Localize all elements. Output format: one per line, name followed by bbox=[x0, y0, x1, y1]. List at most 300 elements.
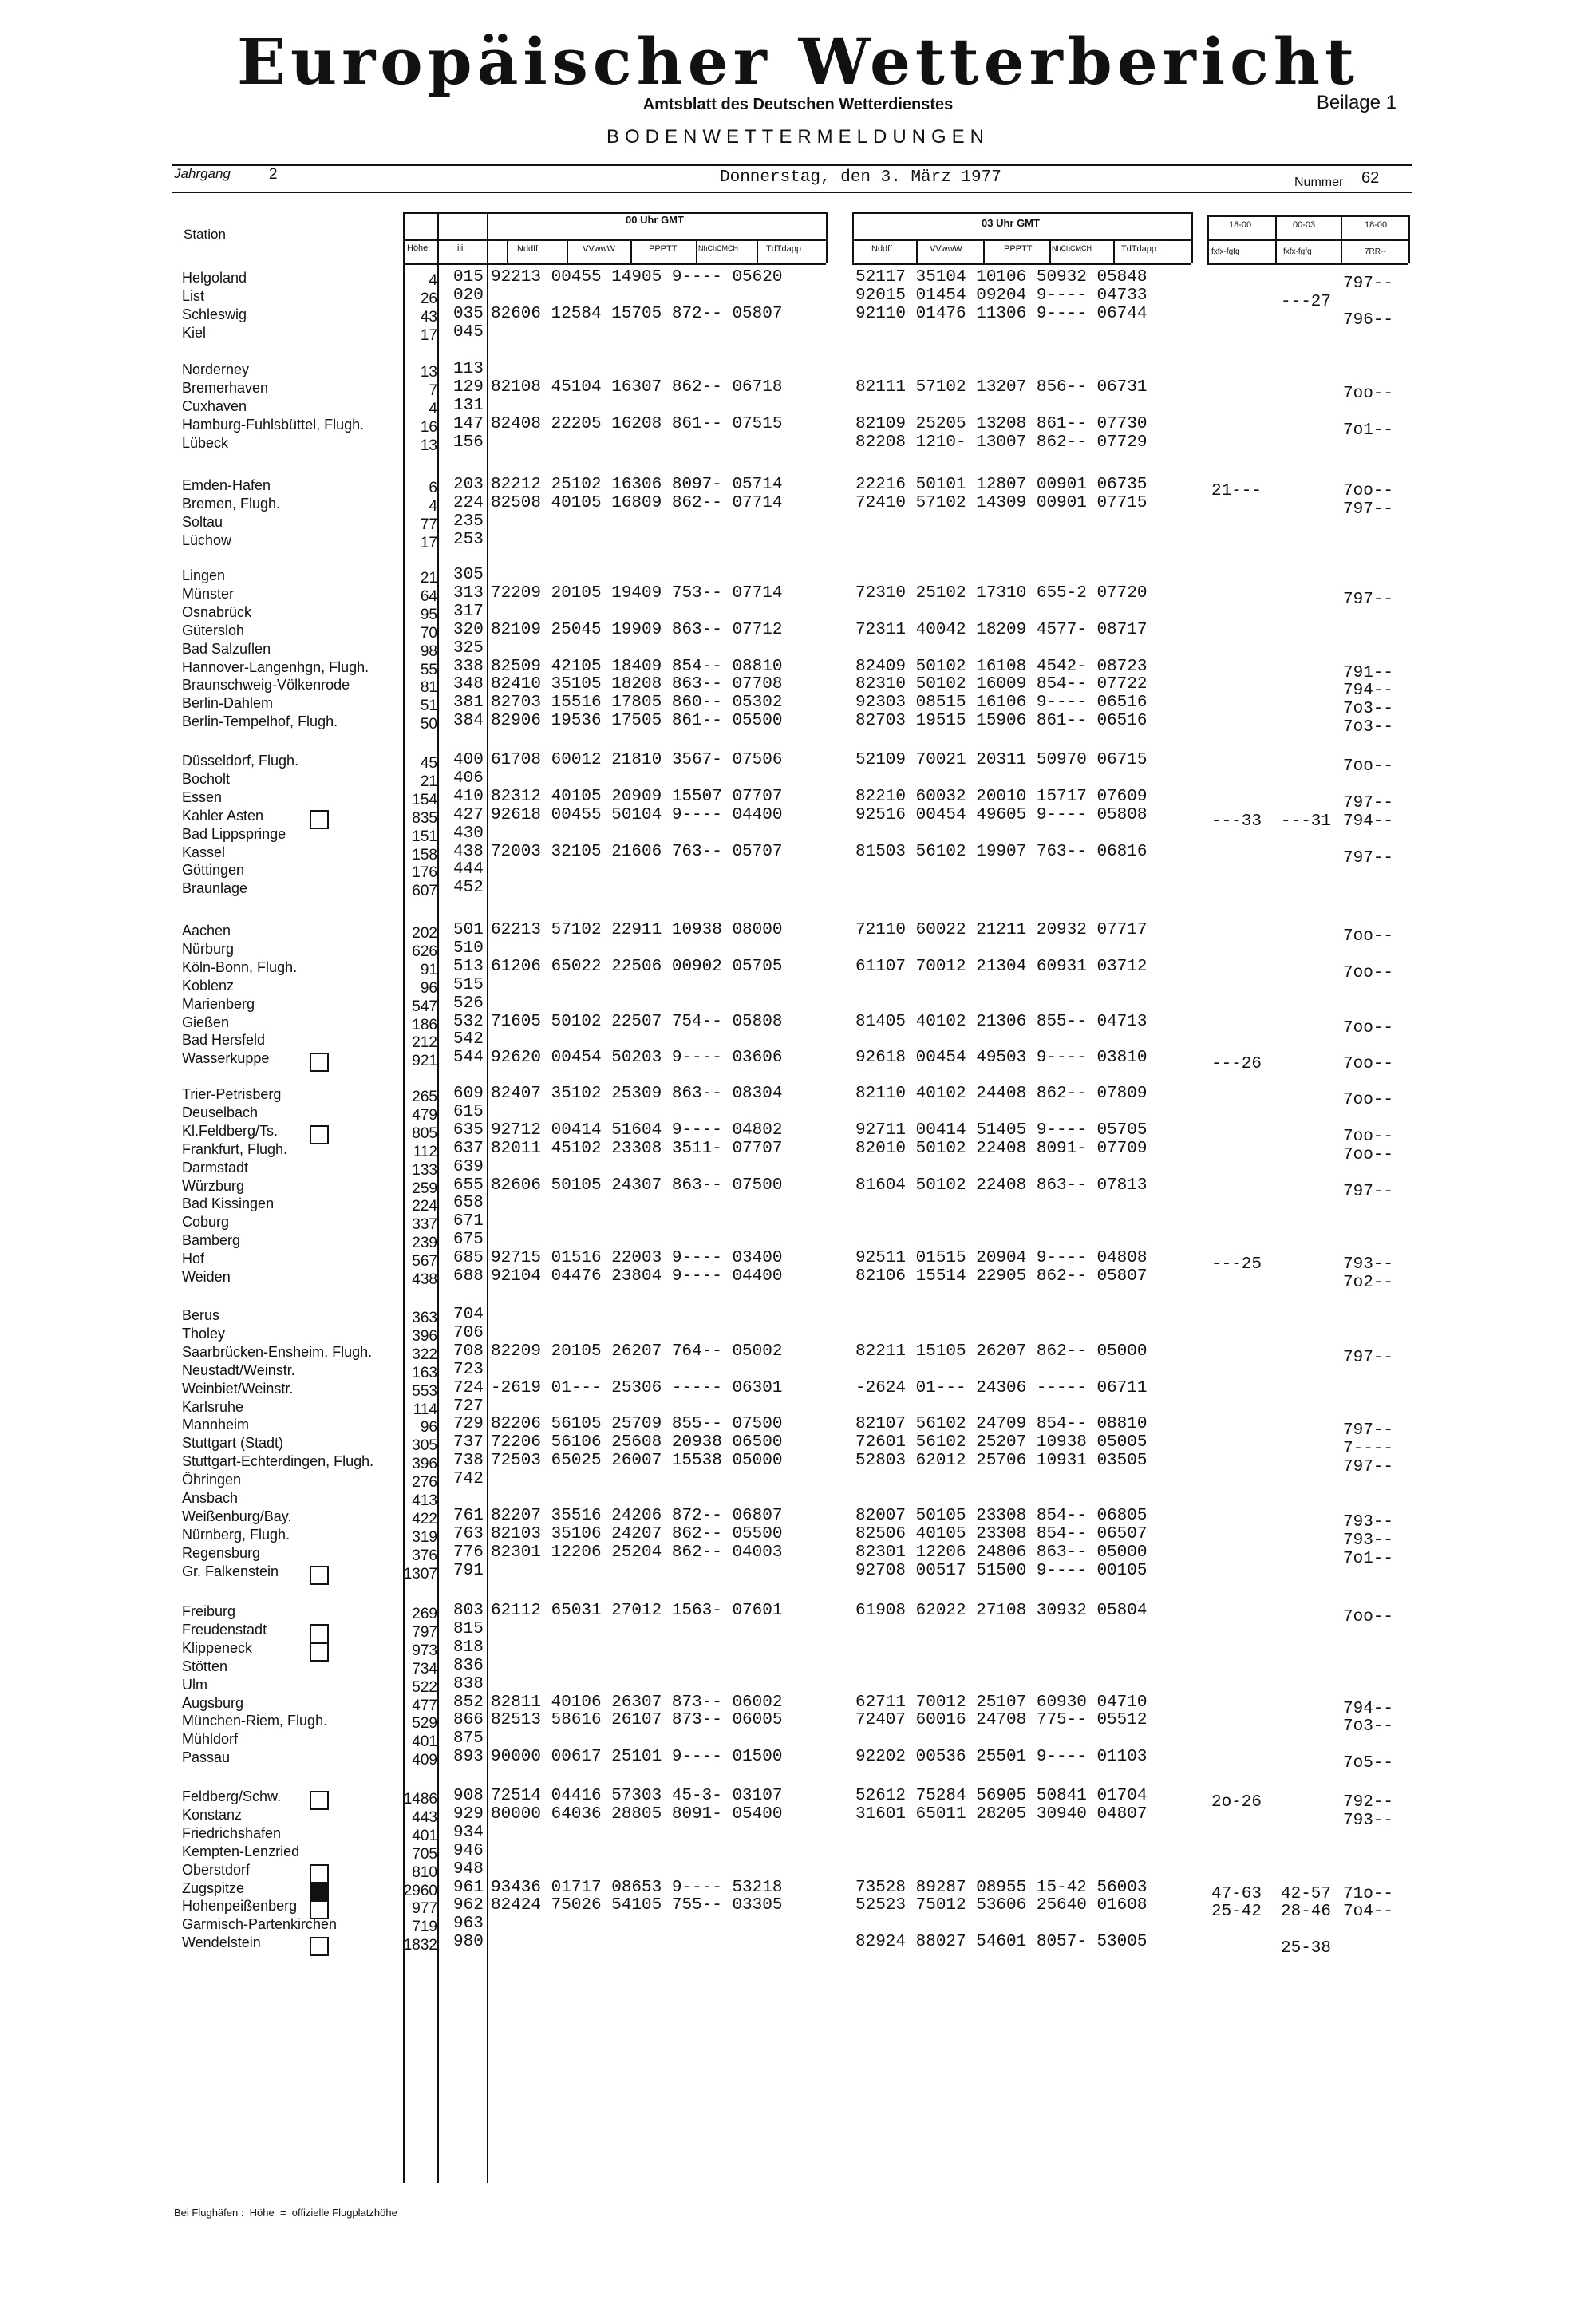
precip-18-00: 797-- bbox=[1343, 848, 1394, 867]
obs-00utc: 72514 04416 57303 45-3- 03107 bbox=[491, 1787, 783, 1805]
station-height: 705 bbox=[412, 1845, 437, 1863]
col-rule bbox=[1408, 215, 1410, 263]
station-id: 113 bbox=[453, 360, 484, 378]
station-id: 400 bbox=[453, 751, 484, 769]
station-height: 21 bbox=[420, 773, 437, 790]
col-rule bbox=[630, 239, 632, 263]
station-name: Essen bbox=[182, 788, 223, 805]
obs-00utc: 82207 35516 24206 872-- 06807 bbox=[491, 1506, 783, 1525]
obs-03utc: 52803 62012 25706 10931 03505 bbox=[855, 1452, 1148, 1471]
obs-00utc: 71605 50102 22507 754-- 05808 bbox=[491, 1012, 783, 1031]
obs-03utc: 72311 40042 18209 4577- 08717 bbox=[855, 620, 1148, 639]
col-rule bbox=[1113, 239, 1115, 263]
col-ppptt-03: PPPTT bbox=[1004, 244, 1033, 254]
station-height: 4 bbox=[429, 272, 437, 289]
station-name: Norderney bbox=[182, 362, 250, 377]
obs-03utc: 81405 40102 21306 855-- 04713 bbox=[855, 1012, 1148, 1031]
obs-03utc: 72310 25102 17310 655-2 07720 bbox=[855, 583, 1148, 603]
obs-00utc: 92712 00414 51604 9---- 04802 bbox=[491, 1120, 783, 1140]
station-id: 866 bbox=[453, 1711, 484, 1730]
station-name: Cuxhaven bbox=[182, 397, 247, 414]
col-rule bbox=[826, 212, 828, 263]
station-height: 810 bbox=[412, 1863, 437, 1881]
obs-03utc: 31601 65011 28205 30940 04807 bbox=[855, 1804, 1148, 1824]
obs-03utc: 61908 62022 27108 30932 05804 bbox=[855, 1602, 1148, 1620]
precip-18-00: 7o1-- bbox=[1343, 1549, 1394, 1568]
station-name: Braunlage bbox=[182, 880, 248, 897]
station-height: 112 bbox=[413, 1143, 437, 1160]
precip-18-00: 796-- bbox=[1343, 310, 1394, 330]
square-icon bbox=[310, 1791, 329, 1810]
precip-18-00: 797-- bbox=[1343, 275, 1394, 293]
beilage-label: Beilage 1 bbox=[1316, 92, 1396, 113]
obs-00utc: 61206 65022 22506 00902 05705 bbox=[491, 957, 783, 976]
station-name: Mühldorf bbox=[182, 1731, 239, 1748]
station-name: Wasserkuppe bbox=[182, 1050, 270, 1067]
obs-03utc: 82208 1210- 13007 862-- 07729 bbox=[855, 433, 1148, 452]
station-name: Hohenpeißenberg bbox=[182, 1898, 298, 1915]
p3-sub: 7RR-- bbox=[1365, 247, 1386, 256]
station-height: 1307 bbox=[403, 1565, 437, 1583]
square-icon bbox=[310, 810, 329, 829]
station-name: Kassel bbox=[182, 844, 226, 860]
obs-00utc: 90000 00617 25101 9---- 01500 bbox=[491, 1748, 783, 1767]
station-name: Gütersloh bbox=[182, 622, 245, 638]
station-name: Lingen bbox=[182, 567, 226, 583]
obs-00utc: 62213 57102 22911 10938 08000 bbox=[491, 921, 783, 939]
obs-00utc: -2619 01--- 25306 ----- 06301 bbox=[491, 1378, 783, 1397]
station-id: 348 bbox=[453, 675, 484, 694]
col-rule bbox=[1275, 215, 1277, 263]
section-title: BODENWETTERMELDUNGEN bbox=[606, 126, 990, 148]
col-rule bbox=[1049, 239, 1051, 263]
station-name: Konstanz bbox=[182, 1806, 243, 1823]
col-rule bbox=[487, 212, 488, 2183]
precip-18-00: 7o4-- bbox=[1343, 1903, 1394, 1922]
station-height: 479 bbox=[412, 1106, 437, 1124]
nummer-value: 62 bbox=[1361, 169, 1380, 187]
gust-00-03: 25-38 bbox=[1281, 1939, 1332, 1958]
col-ppptt-00: PPPTT bbox=[649, 244, 678, 254]
station-height: 477 bbox=[412, 1697, 437, 1714]
station-height: 98 bbox=[420, 642, 437, 660]
station-height: 158 bbox=[412, 846, 437, 863]
station-id: 427 bbox=[453, 805, 484, 824]
station-name: Kl.Feldberg/Ts. bbox=[182, 1122, 279, 1139]
station-name: Garmisch-Partenkirchen bbox=[182, 1916, 338, 1933]
station-name: Lüchow bbox=[182, 532, 232, 548]
col-rule bbox=[567, 239, 568, 263]
station-id: 815 bbox=[453, 1619, 484, 1638]
station-height: 269 bbox=[412, 1606, 437, 1622]
obs-03utc: 72110 60022 21211 20932 07717 bbox=[855, 921, 1148, 939]
station-height: 163 bbox=[412, 1364, 437, 1381]
obs-03utc: 52117 35104 10106 50932 05848 bbox=[855, 268, 1148, 287]
station-height: 401 bbox=[412, 1827, 437, 1844]
station-name: Aachen bbox=[182, 923, 231, 939]
obs-03utc: 82210 60032 20010 15717 07609 bbox=[855, 787, 1148, 806]
station-height: 55 bbox=[420, 661, 437, 678]
group-00-label: 00 Uhr GMT bbox=[626, 214, 684, 226]
station-height: 224 bbox=[412, 1198, 437, 1215]
station-name: Darmstadt bbox=[182, 1159, 249, 1176]
col-nddff-03: Nddff bbox=[871, 244, 893, 254]
station-height: 719 bbox=[412, 1919, 437, 1936]
hdr-line bbox=[403, 212, 826, 214]
station-name: Bad Lippspringe bbox=[182, 825, 286, 842]
jahrgang-value: 2 bbox=[269, 166, 278, 183]
obs-03utc: 92110 01476 11306 9---- 06744 bbox=[855, 304, 1148, 323]
station-id: 688 bbox=[453, 1267, 484, 1286]
station-height: 77 bbox=[420, 516, 437, 533]
station-id: 893 bbox=[453, 1748, 484, 1767]
station-height: 95 bbox=[420, 606, 437, 623]
obs-00utc: 82906 19536 17505 861-- 05500 bbox=[491, 712, 783, 731]
issue-date: Donnerstag, den 3. März 1977 bbox=[720, 168, 1001, 187]
station-id: 818 bbox=[453, 1638, 484, 1657]
obs-03utc: 82007 50105 23308 854-- 06805 bbox=[855, 1506, 1148, 1525]
station-id: 406 bbox=[453, 769, 484, 788]
obs-00utc: 82312 40105 20909 15507 07707 bbox=[491, 787, 783, 806]
obs-03utc: 82109 25205 13208 861-- 07730 bbox=[855, 414, 1148, 433]
station-height: 276 bbox=[412, 1474, 437, 1492]
station-id: 637 bbox=[453, 1139, 484, 1158]
obs-00utc: 82424 75026 54105 755-- 03305 bbox=[491, 1896, 783, 1915]
precip-18-00: 794-- bbox=[1343, 812, 1394, 831]
station-id: 305 bbox=[453, 566, 484, 584]
precip-18-00: 794-- bbox=[1343, 1699, 1394, 1718]
station-height: 376 bbox=[412, 1547, 437, 1564]
station-height: 973 bbox=[412, 1642, 437, 1659]
station-name: Stuttgart (Stadt) bbox=[182, 1435, 284, 1452]
station-id: 317 bbox=[453, 602, 484, 621]
obs-03utc: 92618 00454 49503 9---- 03810 bbox=[855, 1049, 1148, 1068]
obs-03utc: 81604 50102 22408 863-- 07813 bbox=[855, 1176, 1148, 1195]
precip-18-00: 797-- bbox=[1343, 1421, 1394, 1440]
precip-18-00: 7o3-- bbox=[1343, 1717, 1394, 1737]
precip-18-00: 793-- bbox=[1343, 1811, 1394, 1830]
station-name: Tholey bbox=[182, 1325, 226, 1342]
station-id: 980 bbox=[453, 1933, 484, 1952]
station-height: 547 bbox=[412, 998, 437, 1015]
station-id: 961 bbox=[453, 1878, 484, 1897]
station-name: Trier-Petrisberg bbox=[182, 1086, 282, 1102]
obs-03utc: 82310 50102 16009 854-- 07722 bbox=[855, 675, 1148, 694]
station-height: 96 bbox=[420, 979, 437, 997]
station-height: 396 bbox=[412, 1327, 437, 1345]
station-height: 305 bbox=[412, 1437, 437, 1455]
station-height: 921 bbox=[412, 1053, 437, 1070]
station-id: 325 bbox=[453, 638, 484, 658]
station-height: 4 bbox=[429, 497, 437, 515]
station-name: Osnabrück bbox=[182, 603, 252, 620]
station-id: 542 bbox=[453, 1030, 484, 1049]
station-height: 1832 bbox=[403, 1937, 437, 1954]
obs-03utc: 82107 56102 24709 854-- 08810 bbox=[855, 1415, 1148, 1434]
station-name: Braunschweig-Völkenrode bbox=[182, 677, 350, 694]
station-name: Freiburg bbox=[182, 1603, 236, 1619]
station-name: Deuselbach bbox=[182, 1104, 259, 1120]
station-name: Weißenburg/Bay. bbox=[182, 1508, 292, 1524]
station-name: Schleswig bbox=[182, 306, 247, 322]
p1-label: 18-00 bbox=[1229, 220, 1252, 230]
station-id: 761 bbox=[453, 1506, 484, 1525]
obs-00utc: 82703 15516 17805 860-- 05302 bbox=[491, 694, 783, 713]
station-id: 908 bbox=[453, 1787, 484, 1805]
station-id: 526 bbox=[453, 994, 484, 1013]
obs-00utc: 82206 56105 25709 855-- 07500 bbox=[491, 1415, 783, 1434]
station-name: Weiden bbox=[182, 1269, 231, 1285]
p2-sub: fxfx-fgfg bbox=[1283, 247, 1312, 256]
station-id: 609 bbox=[453, 1085, 484, 1103]
station-name: List bbox=[182, 287, 205, 304]
obs-00utc: 82513 58616 26107 873-- 06005 bbox=[491, 1711, 783, 1730]
station-id: 791 bbox=[453, 1561, 484, 1580]
col-rule bbox=[852, 212, 854, 263]
group-03-label: 03 Uhr GMT bbox=[982, 217, 1040, 229]
station-name: Hamburg-Fuhlsbüttel, Flugh. bbox=[182, 416, 365, 433]
obs-00utc: 82109 25045 19909 863-- 07712 bbox=[491, 620, 783, 639]
station-height: 151 bbox=[412, 828, 437, 845]
gust-18-00: ---33 bbox=[1211, 812, 1262, 831]
precip-18-00: 7o3-- bbox=[1343, 700, 1394, 719]
station-height: 239 bbox=[412, 1235, 437, 1252]
station-name: Hannover-Langenhgn, Flugh. bbox=[182, 658, 369, 675]
precip-18-00: 7---- bbox=[1343, 1440, 1394, 1459]
obs-00utc: 92618 00455 50104 9---- 04400 bbox=[491, 805, 783, 824]
col-iii: iii bbox=[457, 243, 464, 253]
station-height: 1486 bbox=[403, 1791, 437, 1808]
filled-square-icon bbox=[310, 1883, 329, 1902]
col-td-00: TdTdapp bbox=[766, 244, 802, 254]
obs-00utc: 80000 64036 28805 8091- 05400 bbox=[491, 1804, 783, 1824]
obs-03utc: 62711 70012 25107 60930 04710 bbox=[855, 1693, 1148, 1712]
hdr-line bbox=[1207, 263, 1408, 265]
station-height: 17 bbox=[420, 534, 437, 551]
obs-03utc: 92708 00517 51500 9---- 00105 bbox=[855, 1561, 1148, 1580]
station-name: Neustadt/Weinstr. bbox=[182, 1361, 295, 1378]
obs-00utc: 92715 01516 22003 9---- 03400 bbox=[491, 1249, 783, 1268]
obs-00utc: 82408 22205 16208 861-- 07515 bbox=[491, 414, 783, 433]
station-id: 147 bbox=[453, 414, 484, 433]
gust-18-00: 2o-26 bbox=[1211, 1793, 1262, 1812]
station-height: 51 bbox=[420, 698, 437, 715]
station-name: Bamberg bbox=[182, 1232, 241, 1249]
station-height: 91 bbox=[420, 961, 437, 978]
station-name: Göttingen bbox=[182, 862, 245, 879]
station-name: Berus bbox=[182, 1307, 220, 1323]
obs-03utc: 92516 00454 49605 9---- 05808 bbox=[855, 805, 1148, 824]
station-height: 2960 bbox=[403, 1882, 437, 1899]
station-name: Ulm bbox=[182, 1676, 207, 1693]
precip-18-00: 7o2-- bbox=[1343, 1274, 1394, 1292]
obs-00utc: 92620 00454 50203 9---- 03606 bbox=[491, 1049, 783, 1068]
precip-18-00: 7oo-- bbox=[1343, 1145, 1394, 1164]
station-id: 742 bbox=[453, 1470, 484, 1489]
col-rule bbox=[696, 239, 697, 263]
station-id: 838 bbox=[453, 1674, 484, 1693]
station-name: Feldberg/Schw. bbox=[182, 1788, 282, 1804]
obs-03utc: 82301 12206 24806 863-- 05000 bbox=[855, 1543, 1148, 1562]
station-name: Klippeneck bbox=[182, 1639, 253, 1656]
obs-03utc: 92511 01515 20904 9---- 04808 bbox=[855, 1249, 1148, 1268]
station-height: 422 bbox=[412, 1510, 437, 1527]
station-height: 202 bbox=[412, 925, 437, 942]
station-id: 381 bbox=[453, 694, 484, 713]
precip-18-00: 7oo-- bbox=[1343, 1055, 1394, 1074]
station-name: Saarbrücken-Ensheim, Flugh. bbox=[182, 1343, 373, 1360]
station-height: 81 bbox=[420, 679, 437, 697]
station-name: München-Riem, Flugh. bbox=[182, 1713, 328, 1729]
station-height: 4 bbox=[429, 400, 437, 417]
gust-18-00: 21--- bbox=[1211, 482, 1262, 500]
obs-00utc: 93436 01717 08653 9---- 53218 bbox=[491, 1878, 783, 1897]
obs-03utc: 92015 01454 09204 9---- 04733 bbox=[855, 286, 1148, 305]
station-id: 655 bbox=[453, 1176, 484, 1195]
obs-00utc: 92213 00455 14905 9---- 05620 bbox=[491, 268, 783, 287]
station-id: 929 bbox=[453, 1804, 484, 1824]
obs-03utc: 22216 50101 12807 00901 06735 bbox=[855, 476, 1148, 494]
obs-03utc: 72407 60016 24708 775-- 05512 bbox=[855, 1711, 1148, 1730]
obs-00utc: 82606 50105 24307 863-- 07500 bbox=[491, 1176, 783, 1195]
obs-00utc: 82212 25102 16306 8097- 05714 bbox=[491, 476, 783, 494]
square-icon bbox=[310, 1642, 329, 1662]
precip-18-00: 7oo-- bbox=[1343, 482, 1394, 500]
station-id: 658 bbox=[453, 1194, 484, 1213]
station-id: 224 bbox=[453, 493, 484, 512]
obs-00utc: 82407 35102 25309 863-- 08304 bbox=[491, 1085, 783, 1103]
station-name: Ansbach bbox=[182, 1490, 239, 1506]
square-icon bbox=[310, 1937, 329, 1956]
station-height: 734 bbox=[412, 1660, 437, 1678]
station-id: 704 bbox=[453, 1306, 484, 1324]
station-name: Emden-Hafen bbox=[182, 477, 271, 493]
station-name: Bad Hersfeld bbox=[182, 1032, 266, 1049]
station-id: 962 bbox=[453, 1896, 484, 1915]
col-hoehe: Höhe bbox=[407, 243, 429, 253]
station-id: 253 bbox=[453, 530, 484, 549]
station-id: 438 bbox=[453, 842, 484, 861]
station-id: 544 bbox=[453, 1049, 484, 1068]
station-height: 401 bbox=[412, 1733, 437, 1751]
station-height: 522 bbox=[412, 1678, 437, 1696]
precip-18-00: 7oo-- bbox=[1343, 927, 1394, 946]
station-id: 836 bbox=[453, 1656, 484, 1675]
station-id: 729 bbox=[453, 1415, 484, 1434]
square-icon bbox=[310, 1053, 329, 1072]
obs-03utc: 82110 40102 24408 862-- 07809 bbox=[855, 1085, 1148, 1103]
precip-18-00: 797-- bbox=[1343, 590, 1394, 609]
obs-03utc: 82703 19515 15906 861-- 06516 bbox=[855, 712, 1148, 731]
station-id: 203 bbox=[453, 476, 484, 494]
station-height: 154 bbox=[412, 791, 437, 808]
station-id: 430 bbox=[453, 824, 484, 843]
station-id: 946 bbox=[453, 1841, 484, 1860]
station-id: 875 bbox=[453, 1729, 484, 1749]
station-height: 133 bbox=[412, 1161, 437, 1179]
obs-03utc: 82010 50102 22408 8091- 07709 bbox=[855, 1139, 1148, 1158]
obs-03utc: 81503 56102 19907 763-- 06816 bbox=[855, 842, 1148, 861]
precip-18-00: 7o3-- bbox=[1343, 718, 1394, 737]
station-height: 265 bbox=[412, 1089, 437, 1105]
precip-18-00: 7oo-- bbox=[1343, 1091, 1394, 1109]
station-id: 045 bbox=[453, 322, 484, 342]
station-id: 615 bbox=[453, 1102, 484, 1121]
station-name: Coburg bbox=[182, 1214, 230, 1231]
station-id: 724 bbox=[453, 1378, 484, 1397]
station-name: Soltau bbox=[182, 513, 223, 530]
station-id: 020 bbox=[453, 286, 484, 305]
station-height: 176 bbox=[412, 864, 437, 882]
station-name: Kahler Asten bbox=[182, 807, 264, 824]
obs-00utc: 82011 45102 23308 3511- 07707 bbox=[491, 1139, 783, 1158]
station-name: Stötten bbox=[182, 1658, 228, 1674]
obs-03utc: -2624 01--- 24306 ----- 06711 bbox=[855, 1378, 1148, 1397]
station-id: 131 bbox=[453, 396, 484, 415]
station-name: Bad Kissingen bbox=[182, 1195, 275, 1212]
hdr-line bbox=[852, 239, 1191, 241]
precip-18-00: 7oo-- bbox=[1343, 757, 1394, 776]
station-height: 409 bbox=[412, 1752, 437, 1769]
header-rule bbox=[172, 192, 1412, 193]
station-id: 727 bbox=[453, 1397, 484, 1416]
station-height: 977 bbox=[412, 1900, 437, 1918]
station-name: Wendelstein bbox=[182, 1934, 261, 1951]
obs-00utc: 62112 65031 27012 1563- 07601 bbox=[491, 1602, 783, 1620]
station-id: 763 bbox=[453, 1524, 484, 1543]
station-id: 635 bbox=[453, 1120, 484, 1140]
obs-00utc: 72206 56106 25608 20938 06500 bbox=[491, 1433, 783, 1452]
obs-03utc: 72410 57102 14309 00901 07715 bbox=[855, 493, 1148, 512]
hdr-line bbox=[852, 212, 1191, 214]
station-name: Marienberg bbox=[182, 995, 255, 1012]
station-height: 96 bbox=[420, 1419, 437, 1437]
col-rule bbox=[757, 239, 758, 263]
station-height: 363 bbox=[412, 1310, 437, 1326]
col-vvwww-00: VVwwW bbox=[583, 244, 615, 254]
station-height: 21 bbox=[420, 570, 437, 587]
station-name: Bocholt bbox=[182, 770, 231, 787]
square-icon bbox=[310, 1566, 329, 1585]
gust-18-00: 25-42 bbox=[1211, 1903, 1262, 1922]
station-name: Nürburg bbox=[182, 940, 235, 957]
p2-label: 00-03 bbox=[1293, 220, 1316, 230]
col-station: Station bbox=[184, 227, 226, 242]
obs-00utc: 82410 35105 18208 863-- 07708 bbox=[491, 675, 783, 694]
obs-00utc: 82509 42105 18409 854-- 08810 bbox=[491, 657, 783, 676]
precip-18-00: 793-- bbox=[1343, 1255, 1394, 1274]
station-name: Freudenstadt bbox=[182, 1621, 267, 1638]
station-name: Berlin-Dahlem bbox=[182, 695, 274, 712]
precip-18-00: 797-- bbox=[1343, 1458, 1394, 1477]
station-name: Bad Salzuflen bbox=[182, 640, 271, 657]
station-height: 567 bbox=[412, 1253, 437, 1271]
station-id: 156 bbox=[453, 433, 484, 452]
obs-03utc: 92711 00414 51405 9---- 05705 bbox=[855, 1120, 1148, 1140]
precip-18-00: 797-- bbox=[1343, 793, 1394, 812]
hdr-line bbox=[852, 263, 1191, 265]
station-height: 6 bbox=[429, 480, 437, 496]
station-height: 43 bbox=[420, 308, 437, 326]
obs-00utc: 82811 40106 26307 873-- 06002 bbox=[491, 1693, 783, 1712]
station-name: Gießen bbox=[182, 1014, 230, 1030]
station-id: 852 bbox=[453, 1693, 484, 1712]
obs-00utc: 82103 35106 24207 862-- 05500 bbox=[491, 1524, 783, 1543]
station-id: 320 bbox=[453, 620, 484, 639]
obs-00utc: 72503 65025 26007 15538 05000 bbox=[491, 1452, 783, 1471]
square-icon bbox=[310, 1125, 329, 1144]
precip-18-00: 7oo-- bbox=[1343, 1127, 1394, 1146]
